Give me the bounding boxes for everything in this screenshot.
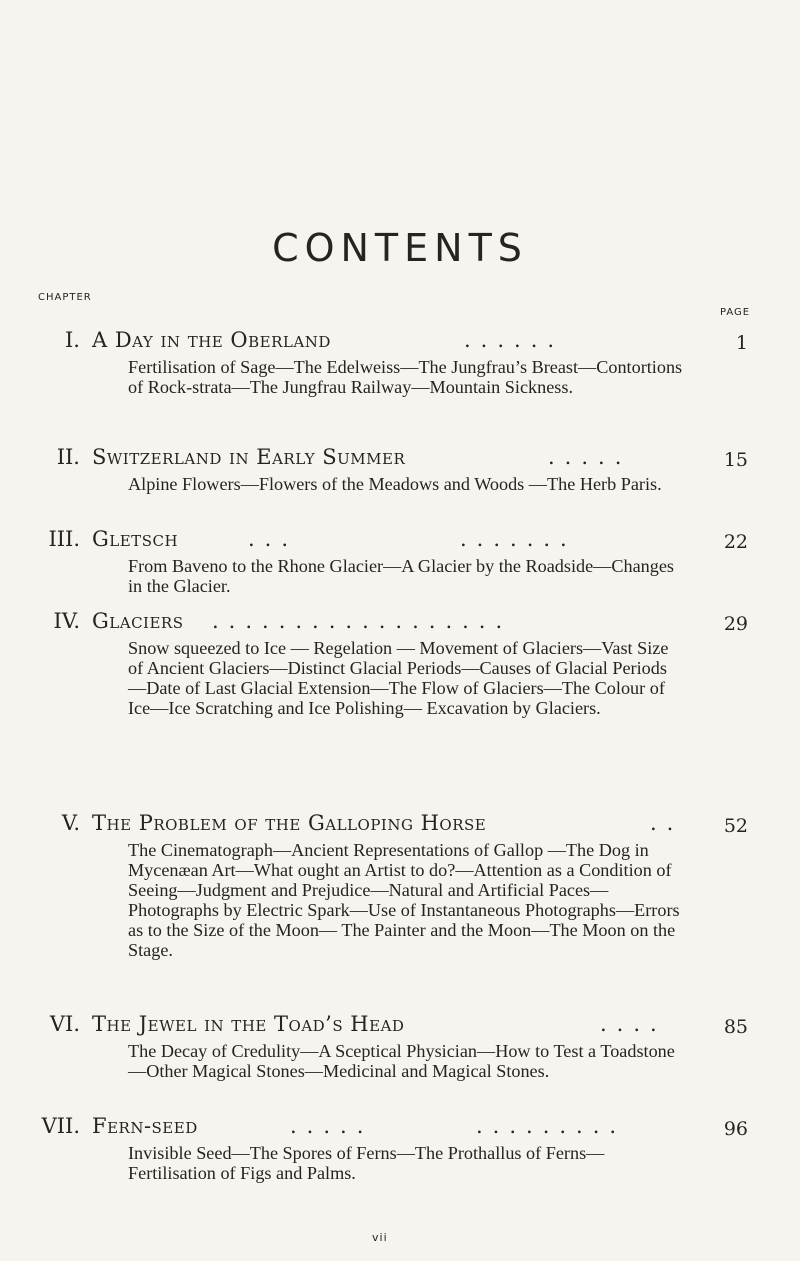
chapter-page: 29	[723, 613, 748, 635]
page-title: CONTENTS	[272, 226, 528, 270]
chapter-page: 15	[723, 449, 748, 471]
chapter-page: 22	[723, 531, 748, 553]
dot-leader: .....	[548, 445, 632, 469]
toc-entry-6	[40, 1012, 748, 1081]
chapter-numeral: V.	[61, 811, 80, 835]
chapter-description: Snow squeezed to Ice — Regelation — Movement of Glaciers—Vast Size of Ancient Glaciers—Distinct Glacial Periods—Causes of Glacial Periods—Date of Last Glacial Extension—The Flow of Glaciers—The Colour of Ice—Ice Scratching and Ice Polishing— Excavation by Glaciers.	[128, 638, 669, 718]
chapter-page: 85	[723, 1016, 748, 1038]
dot-leader: ......	[464, 328, 565, 352]
chapter-description: From Baveno to the Rhone Glacier—A Glacier by the Roadside—Changes in the Glacier.	[128, 556, 675, 596]
dot-leader: .........	[476, 1114, 627, 1138]
chapter-description: Fertilisation of Sage—The Edelweiss—The Jungfrau’s Breast—Contortions of Rock-strata—The Jungfrau Railway—Mountain Sickness.	[128, 357, 683, 397]
chapter-numeral: I.	[65, 328, 80, 352]
dot-leader: .......	[460, 527, 577, 551]
chapter-description: The Decay of Credulity—A Sceptical Physician—How to Test a Toadstone—Other Magical Stones—Medicinal and Magical Stones.	[128, 1041, 675, 1081]
chapter-title: Fern-seed	[92, 1114, 198, 1138]
dot-leader: ..................	[212, 609, 513, 633]
toc-entry-3	[40, 527, 748, 596]
chapter-description: Alpine Flowers—Flowers of the Meadows and Woods —The Herb Paris.	[128, 474, 662, 494]
chapter-column-header: CHAPTER	[38, 292, 92, 303]
chapter-page: 1	[735, 332, 748, 354]
chapter-title: The Jewel in the Toad’s Head	[92, 1012, 405, 1036]
dot-leader: ...	[248, 527, 299, 551]
toc-entry-1	[40, 328, 748, 397]
chapter-numeral: VI.	[49, 1012, 80, 1036]
dot-leader: ....	[600, 1012, 667, 1036]
toc-entry-2	[40, 445, 748, 494]
chapter-title: Switzerland in Early Summer	[92, 445, 406, 469]
toc-entry-4	[40, 609, 748, 718]
chapter-title: Gletsch	[92, 527, 179, 551]
toc-entry-7	[40, 1114, 748, 1183]
chapter-page: 52	[723, 815, 748, 837]
chapter-title: The Problem of the Galloping Horse	[92, 811, 487, 835]
chapter-numeral: II.	[56, 445, 80, 469]
chapter-numeral: VII.	[41, 1114, 80, 1138]
chapter-description: Invisible Seed—The Spores of Ferns—The Prothallus of Ferns—Fertilisation of Figs and Palms.	[128, 1143, 605, 1183]
dot-leader: ..	[650, 811, 684, 835]
page-column-header: PAGE	[720, 307, 751, 318]
chapter-title: A Day in the Oberland	[92, 328, 331, 352]
chapter-page: 96	[723, 1118, 748, 1140]
dot-leader: .....	[290, 1114, 374, 1138]
toc-entry-5	[40, 811, 748, 960]
chapter-description: The Cinematograph—Ancient Representations of Gallop —The Dog in Mycenæan Art—What ought an Artist to do?—Attention as a Condition of Seeing—Judgment and Prejudice—Natural and Artificial Paces— Photographs by Electric Spark—Use of Instantaneous Photographs—Errors as to the Size of the Moon— The Painter and the Moon—The Moon on the Stage.	[128, 840, 680, 960]
chapter-numeral: III.	[48, 527, 80, 551]
page-folio: vii	[372, 1231, 388, 1244]
chapter-numeral: IV.	[53, 609, 80, 633]
chapter-title: Glaciers	[92, 609, 184, 633]
